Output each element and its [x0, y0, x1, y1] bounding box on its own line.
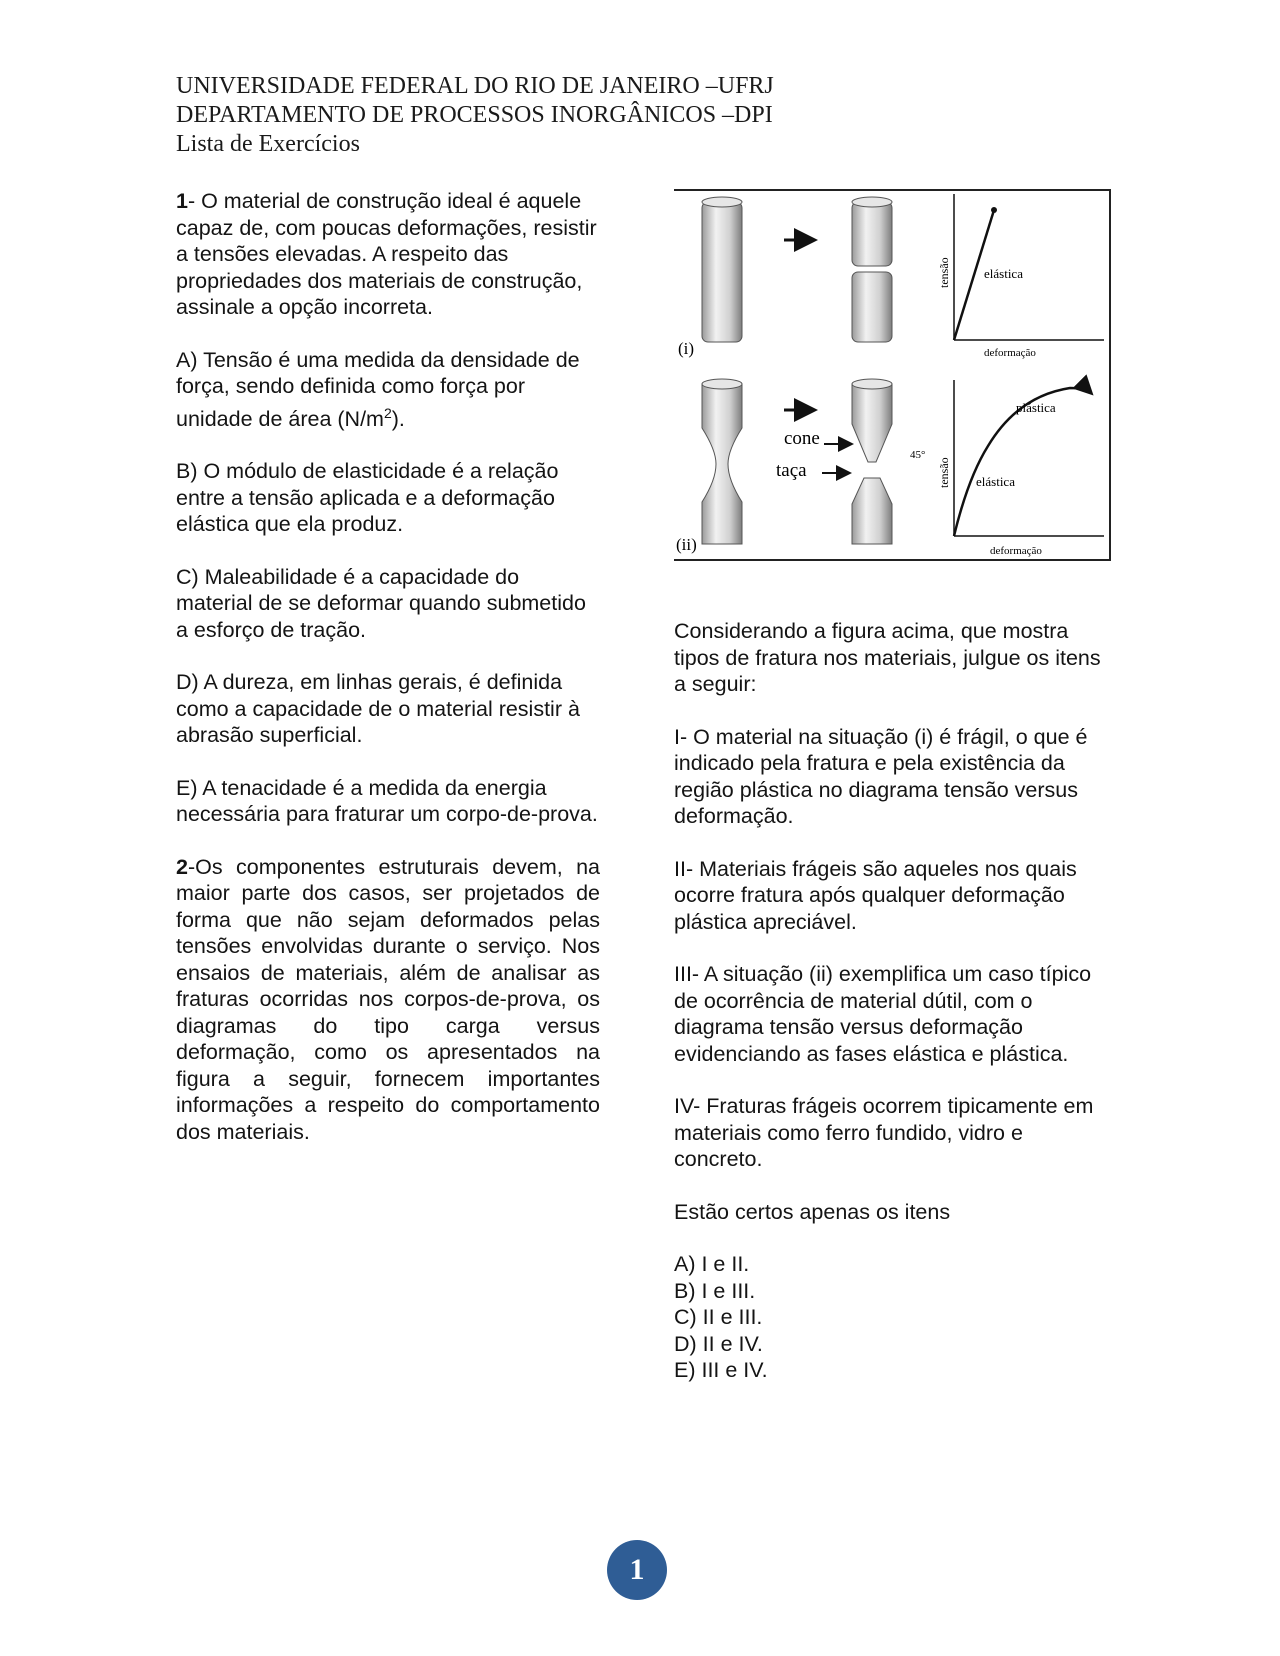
page-number-badge: 1	[607, 1540, 667, 1600]
q2-intro: Considerando a figura acima, que mostra tipos de fratura nos materiais, julgue os itens a seguir:	[674, 619, 1101, 696]
q2-option-c: C) II e III.	[674, 1305, 763, 1329]
q1-option-b: B) O módulo de elasticidade é a relação entre a tensão aplicada e a deformação elástica que ela produz.	[176, 459, 559, 537]
axis-label-deformacao-top: deformação	[984, 347, 1036, 359]
q2-item-1: I- O material na situação (i) é frágil, o que é indicado pela fratura e pela existência da região plástica no diagrama tensão versus deformação.	[674, 724, 1088, 828]
right-column	[674, 618, 1104, 1384]
fracture-figure	[672, 188, 1112, 562]
q1-stem	[176, 188, 600, 321]
document-header	[176, 72, 774, 159]
q2-option-e: E) III e IV.	[674, 1358, 768, 1382]
q2-question: Estão certos apenas os itens	[674, 1199, 951, 1224]
q1-option-a-superscript: 2	[383, 404, 392, 421]
header-department: DEPARTAMENTO DE PROCESSOS INORGÂNICOS –DPI	[176, 102, 773, 128]
q1-option-a-end: ).	[391, 406, 405, 431]
q2-options	[674, 1251, 1104, 1384]
q2-item-4: IV- Fraturas frágeis ocorrem tipicamente em materiais como ferro fundido, vidro e concreto.	[674, 1094, 1094, 1171]
label-cone: cone	[784, 428, 820, 449]
label-situation-i: (i)	[678, 339, 695, 358]
brittle-specimen-after	[852, 197, 892, 342]
ductile-stress-strain-diagram	[937, 380, 1104, 557]
q1-option-e: E) A tenacidade é a medida da energia necessária para fraturar um corpo-de-prova.	[176, 775, 598, 827]
label-taca: taça	[776, 460, 807, 481]
q2-option-d: D) II e IV.	[674, 1331, 763, 1356]
ductile-specimen-after	[852, 379, 892, 544]
label-situation-ii: (ii)	[676, 535, 697, 554]
label-angle: 45°	[910, 449, 926, 461]
header-university: UNIVERSIDADE FEDERAL DO RIO DE JANEIRO –UFRJ	[176, 73, 774, 99]
brittle-stress-strain-diagram	[937, 194, 1104, 359]
brittle-specimen-before	[702, 197, 742, 342]
label-elastica-top: elástica	[984, 266, 1023, 281]
q1-option-c: C) Maleabilidade é a capacidade do material de se deformar quando submetido a esforço de tração.	[176, 564, 586, 642]
ductile-specimen-before	[702, 379, 742, 544]
axis-label-deformacao-bottom: deformação	[990, 545, 1042, 557]
q2-item-2: II- Materiais frágeis são aqueles nos quais ocorre fratura após qualquer deformação plástica apreciável.	[674, 856, 1077, 934]
axis-label-tensao-top: tensão	[937, 257, 951, 288]
q2-stem-text: -Os componentes estruturais devem, na maior parte dos casos, ser projetados de forma que não sejam deformados pelas tensões envolvidas durante o serviço. Nos ensaios de materiais, além de analisar as fraturas ocorridas nos corpos-de-prova, os diagramas do tipo carga versus deformação, como os apresentados na figura a seguir, fornecem importantes informações a respeito do comportamento dos materiais.	[176, 854, 600, 1144]
q2-option-b: B) I e III.	[674, 1278, 756, 1303]
q2-stem	[176, 854, 600, 1146]
q2-item-3: III- A situação (ii) exemplifica um caso típico de ocorrência de material dútil, com o diagrama tensão versus deformação evidenciando as fases elástica e plástica.	[674, 962, 1092, 1066]
q2-number: 2	[176, 854, 188, 879]
label-elastica-bottom: elástica	[976, 474, 1015, 489]
axis-label-tensao-bottom: tensão	[937, 457, 951, 488]
q1-option-a	[176, 347, 600, 433]
q2-option-a: A) I e II.	[674, 1252, 750, 1276]
q1-option-a-text: A) Tensão é uma medida da densidade de força, sendo definida como força por unidade de área (N/m	[176, 347, 580, 431]
q1-number: 1	[176, 189, 188, 213]
q1-option-d: D) A dureza, em linhas gerais, é definida como a capacidade de o material resistir à abrasão superficial.	[176, 670, 580, 748]
left-column	[176, 188, 600, 1171]
q1-stem-text: - O material de construção ideal é aquele capaz de, com poucas deformações, resistir a tensões elevadas. A respeito das propriedades dos materiais de construção, assinale a opção incorreta.	[176, 189, 597, 319]
label-plastica: plástica	[1016, 400, 1056, 415]
header-list-title: Lista de Exercícios	[176, 131, 360, 157]
